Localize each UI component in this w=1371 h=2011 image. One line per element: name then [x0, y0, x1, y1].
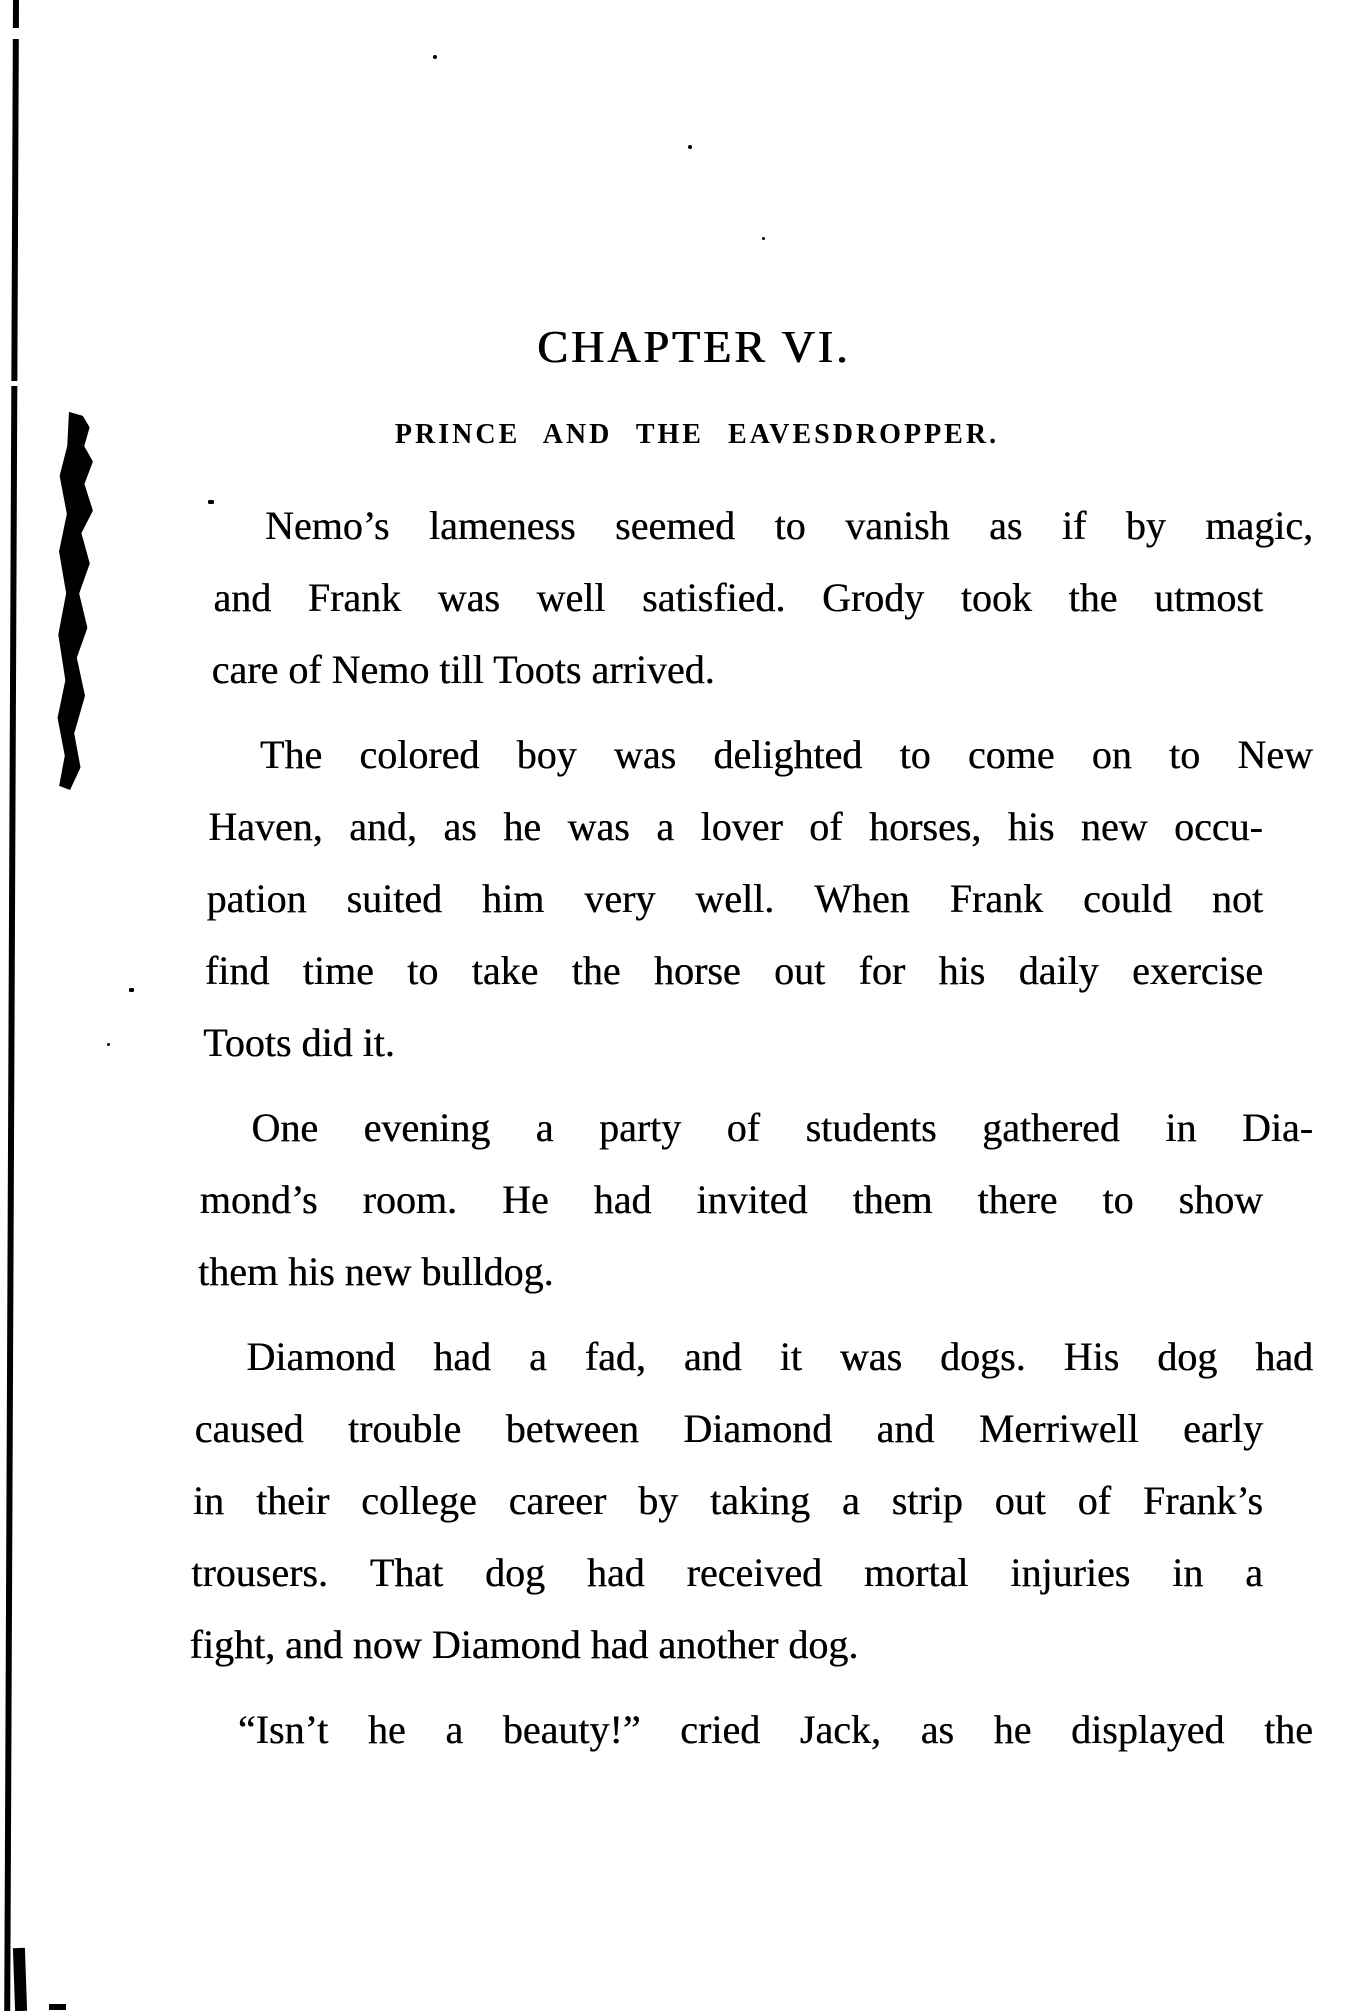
text-line: Haven, and, as he was a lover of horses, his new occu- — [208, 804, 1263, 849]
text-line: caused trouble between Diamond and Merriwell early — [194, 1406, 1263, 1451]
scan-edge-line-artifact — [4, 0, 19, 2011]
text-line: “Isn’t he a beauty!” cried Jack, as he displayed the — [237, 1707, 1313, 1752]
chapter-subtitle: PRINCE AND THE EAVESDROPPER. — [394, 419, 1000, 450]
paragraph — [198, 1092, 1313, 1308]
text-line: pation suited him very well. When Frank could not — [206, 876, 1263, 921]
text-column — [189, 320, 1313, 1779]
scan-speck — [762, 237, 765, 240]
text-line: mond’s room. He had invited them there to show — [199, 1177, 1263, 1222]
ink-smudge-artifact — [46, 412, 104, 791]
text-line: in their college career by taking a strip out of Frank’s — [192, 1478, 1263, 1523]
paragraph — [211, 490, 1313, 706]
text-line: them his new bulldog. — [198, 1249, 554, 1294]
scan-speck — [129, 988, 134, 992]
chapter-heading: CHAPTER VI. — [537, 321, 851, 372]
scan-line-break — [9, 381, 24, 386]
text-line: Toots did it. — [203, 1020, 395, 1065]
scan-speck — [433, 55, 437, 59]
scan-speck — [688, 145, 692, 149]
paragraph — [189, 1321, 1313, 1681]
scan-edge-line-artifact — [13, 1948, 27, 2011]
scan-mark-artifact — [49, 2004, 66, 2010]
text-line: Diamond had a fad, and it was dogs. His dog had — [246, 1334, 1313, 1379]
scan-speck — [107, 1043, 110, 1046]
scan-line-break — [8, 28, 24, 39]
text-line: care of Nemo till Toots arrived. — [211, 647, 715, 692]
scan-line-break — [12, 1726, 28, 1740]
paragraph — [203, 719, 1313, 1079]
text-line: find time to take the horse out for his daily exercise — [204, 948, 1263, 993]
text-line: trousers. That dog had received mortal injuries in a — [191, 1550, 1263, 1595]
body-text — [189, 490, 1313, 1766]
text-line: The colored boy was delighted to come on to New — [259, 732, 1313, 777]
scan-speck — [208, 500, 214, 504]
text-line: and Frank was well satisfied. Grody took the utmost — [213, 575, 1263, 620]
text-line: Nemo’s lameness seemed to vanish as if by magic, — [265, 503, 1313, 548]
paragraph — [215, 1694, 1313, 1766]
text-line: One evening a party of students gathered in Dia- — [251, 1105, 1313, 1150]
text-line: fight, and now Diamond had another dog. — [189, 1622, 859, 1667]
